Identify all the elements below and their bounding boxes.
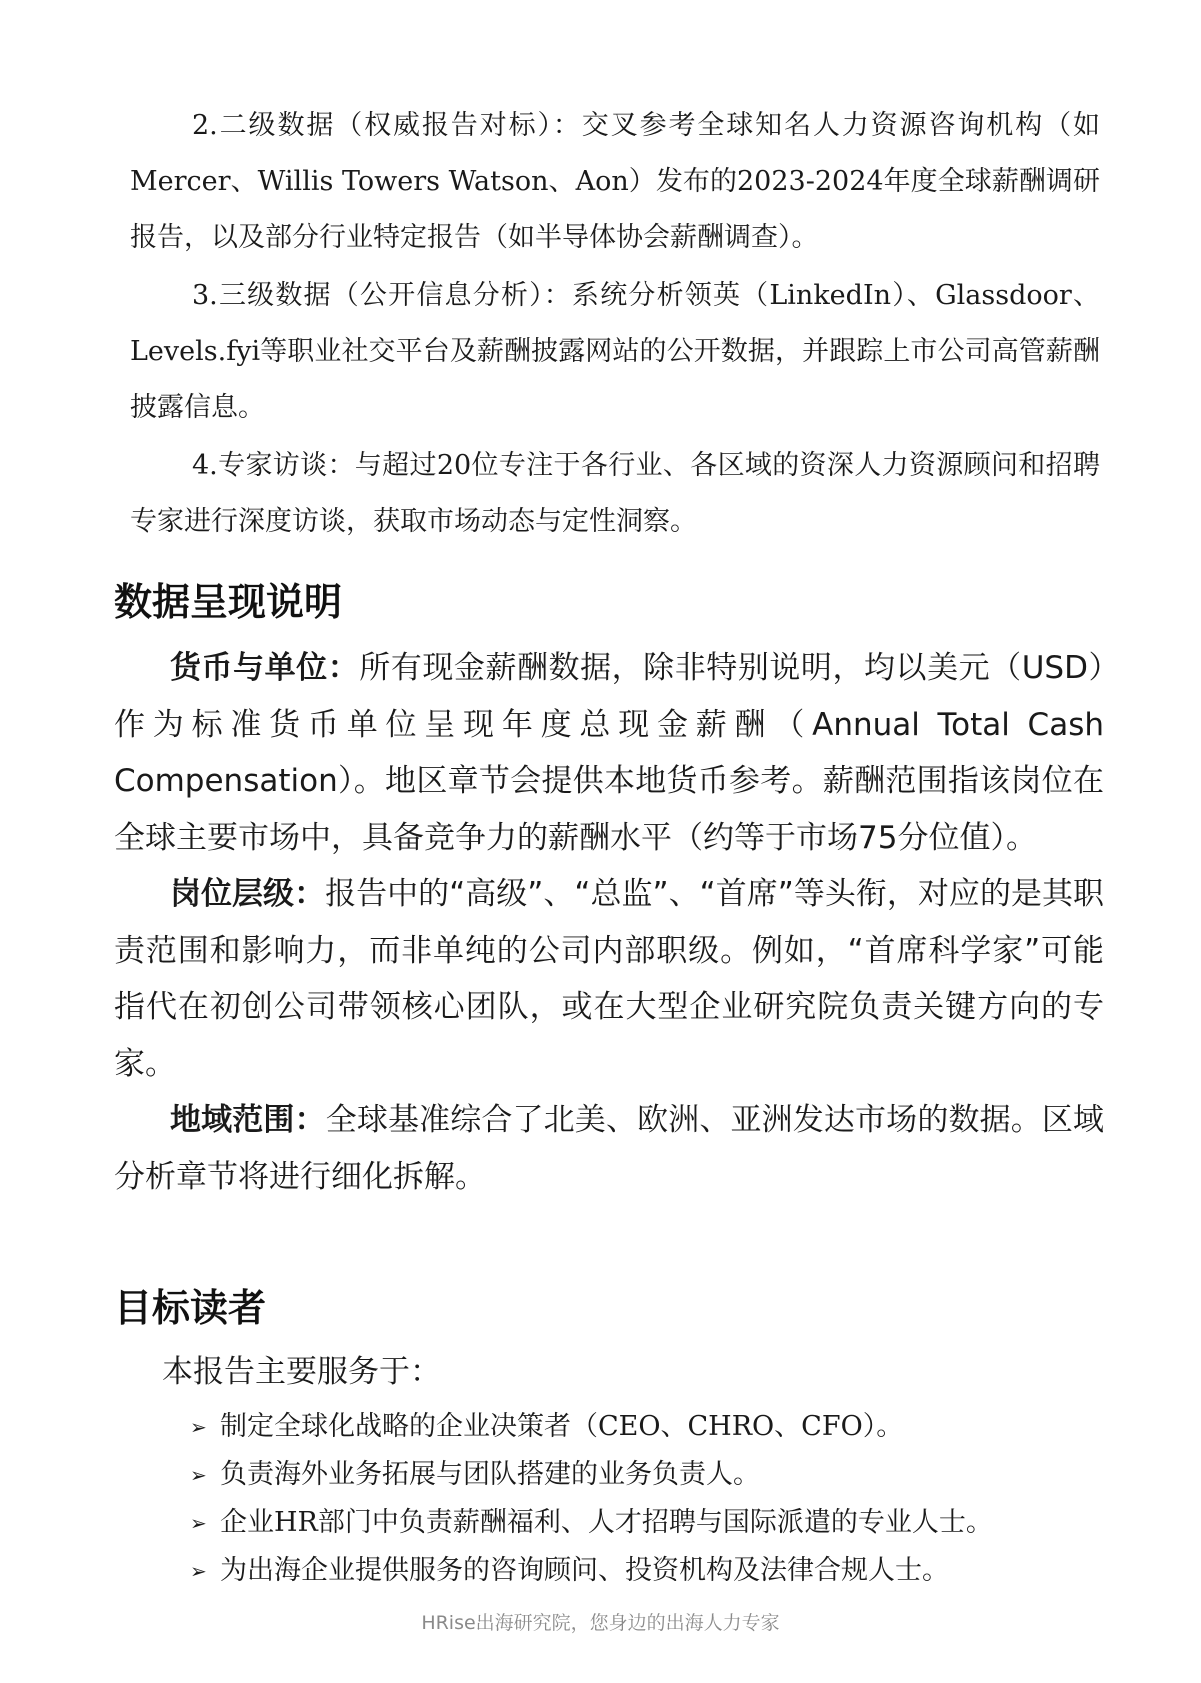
section-title-target-readers: 目标读者 [114,1286,267,1330]
source-item-secondary: 2.二级数据（权威报告对标）：交叉参考全球知名人力资源咨询机构（如Mercer、Willis Towers Watson、Aon）发布的2023-2024年度全球薪酬调研报告，以及部分行业特定报告（如半导体协会薪酬调查）。 [130,110,1100,253]
paragraph-currency-unit [114,640,1104,866]
paragraph-lead: 岗位层级： [170,876,326,912]
source-item-tertiary: 3.三级数据（公开信息分析）：系统分析领英（LinkedIn）、Glassdoor、Levels.fyi等职业社交平台及薪酬披露网站的公开数据，并跟踪上市公司高管薪酬披露信息。 [130,280,1100,423]
list-item-text: 企业HR部门中负责薪酬福利、人才招聘与国际派遣的专业人士。 [220,1507,993,1538]
list-item-text: 为出海企业提供服务的咨询顾问、投资机构及法律合规人士。 [220,1555,949,1586]
paragraph-text: 所有现金薪酬数据，除非特别说明，均以美元（USD）作为标准货币单位呈现年度总现金薪酬（Annual Total Cash Compensation）。地区章节会提供本地货币参考。薪酬范围指该岗位在全球主要市场中，具备竞争力的薪酬水平（约等于市场75分位值）。 [114,650,1104,856]
list-item [190,1451,993,1499]
paragraph-text: 全球基准综合了北美、欧洲、亚洲发达市场的数据。区域分析章节将进行细化拆解。 [114,1102,1105,1195]
data-presentation-body [114,640,1104,1205]
paragraph-lead: 货币与单位： [170,650,360,686]
arrow-bullet-icon: ➢ [190,1559,207,1583]
list-item [190,1547,993,1595]
list-item-text: 负责海外业务拓展与团队搭建的业务负责人。 [220,1459,760,1490]
paragraph-lead: 地域范围： [170,1102,326,1138]
paragraph-geographic-scope [114,1092,1104,1205]
paragraph-job-level [114,866,1104,1092]
paragraph-text: 报告中的“高级”、“总监”、“首席”等头衔，对应的是其职责范围和影响力，而非单纯的公司内部职级。例如，“首席科学家”可能指代在初创公司带领核心团队，或在大型企业研究院负责关键方向的专家。 [114,876,1105,1082]
target-readers-list [190,1403,993,1595]
list-item [190,1403,993,1451]
list-item [190,1499,993,1547]
arrow-bullet-icon: ➢ [190,1511,207,1535]
arrow-bullet-icon: ➢ [190,1463,207,1487]
source-item-expert-interviews: 4.专家访谈：与超过20位专注于各行业、各区域的资深人力资源顾问和招聘专家进行深度访谈，获取市场动态与定性洞察。 [130,450,1100,537]
data-source-list [130,98,1100,552]
arrow-bullet-icon: ➢ [190,1415,207,1439]
target-readers-intro: 本报告主要服务于： [162,1354,441,1390]
section-title-data-presentation: 数据呈现说明 [114,580,343,624]
page-footer: HRise出海研究院，您身边的出海人力专家 [421,1612,780,1634]
list-item-text: 制定全球化战略的企业决策者（CEO、CHRO、CFO）。 [220,1411,904,1442]
